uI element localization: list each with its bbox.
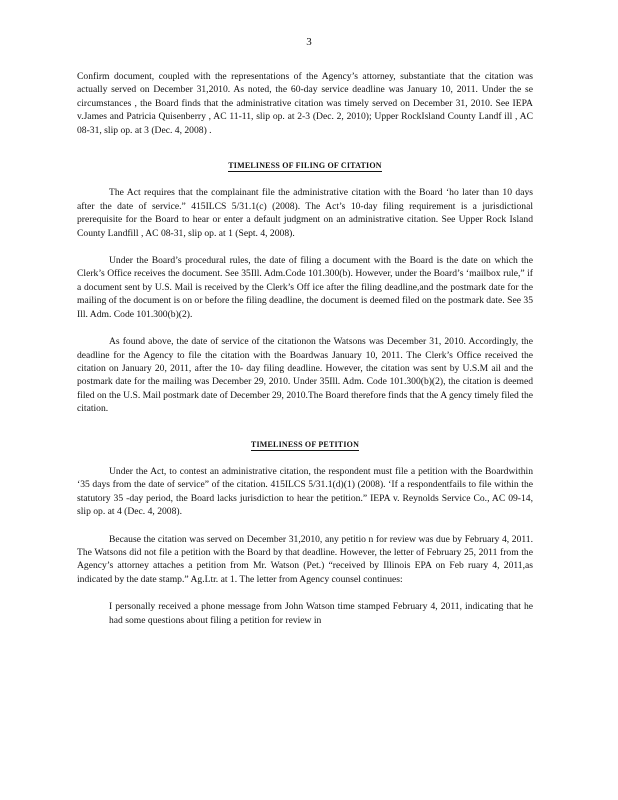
heading-timeliness-of-petition	[77, 438, 533, 451]
paragraph-date-of-service: As found above, the date of service of the citationon the Watsons was December 31, 2010. Accordingly, the deadline for the Agency to file the citation with the Boardwas January 10, 2011. The Clerk’s Office received the citation on January 20, 2011, after the 10- day filing deadline. However, the citation was sent by U.S.M ail and the postmark date for the mailing was December 29, 2010. Under 35Ill. Adm. Code 101.300(b)(2), the citation is deemed filed on the U.S. Mail postmark date of December 29, 2010.The Board therefore finds that the A gency timely filed the citation.	[77, 336, 533, 415]
paragraph-service-confirmation: Confirm document, coupled with the representations of the Agency’s attorney, substantiate that the citation was actually served on December 31,2010. As noted, the 60-day service deadline was January 10, 2011. Under the se circumstances , the Board finds that the administrative citation was timely served on December 31, 2010. See IEPA v.James and Patricia Quisenberry , AC 11-11, slip op. at 2-3 (Dec. 2, 2010); Upper RockIsland County Landf ill , AC 08-31, slip op. at 3 (Dec. 4, 2008) .	[77, 71, 533, 136]
heading-text: TIMELINESS OF FILING OF CITATION	[228, 161, 382, 171]
heading-timeliness-of-filing	[77, 159, 533, 172]
block-quote-letter: I personally received a phone message from John Watson time stamped February 4, 2011, indicating that he had some questions about filing a petition for review in	[109, 601, 533, 626]
paragraph-petition-due: Because the citation was served on December 31,2010, any petitio n for review was due by February 4, 2011. The Watsons did not file a petition with the Board by that deadline. However, the letter of February 25, 2011 from the Agency’s attorney attaches a petition from Mr. Watson (Pet.) “received by Illinois EPA on Feb ruary 4, 2011,as indicated by the date stamp.” Ag.Ltr. at 1. The letter from Agency counsel continues:	[77, 533, 533, 585]
paragraph-act-requires: The Act requires that the complainant file the administrative citation with the Board ‘ho later than 10 days after the date of service.” 415ILCS 5/31.1(c) (2008). The Act’s 10-day filing requirement is a jurisdictional prerequisite for the Board to hear or enter a default judgment on an administrative citation. See Upper Rock Island County Landfill , AC 08-31, slip op. at 1 (Sept. 4, 2008).	[77, 187, 533, 239]
heading-text: TIMELINESS OF PETITION	[250, 439, 360, 449]
paragraph-procedural-rules: Under the Board’s procedural rules, the date of filing a document with the Board is the date on which the Clerk’s Office receives the document. See 35Ill. Adm.Code 101.300(b). However, under the Board’s ‘mailbox rule,” if a document sent by U.S. Mail is received by the Clerk’s Off ice after the filing deadline,and the postmark date for the mailing of the document is on or before the filing deadline, the document is deemed filed on the postmark date. See 35 Ill. Adm. Code 101.300(b)(2).	[77, 255, 533, 320]
paragraph-contest-citation: Under the Act, to contest an administrative citation, the respondent must file a petition with the Boardwithin ‘35 days from the date of service” of the citation. 415ILCS 5/31.1(d)(1) (2008). ‘If a respondentfails to file within the statutory 35 -day period, the Board lacks jurisdiction to hear the petition.” IEPA v. Reynolds Service Co., AC 09-14, slip op. at 4 (Dec. 4, 2008).	[77, 465, 533, 518]
page-number: 3	[306, 36, 312, 48]
document-body	[77, 70, 533, 627]
